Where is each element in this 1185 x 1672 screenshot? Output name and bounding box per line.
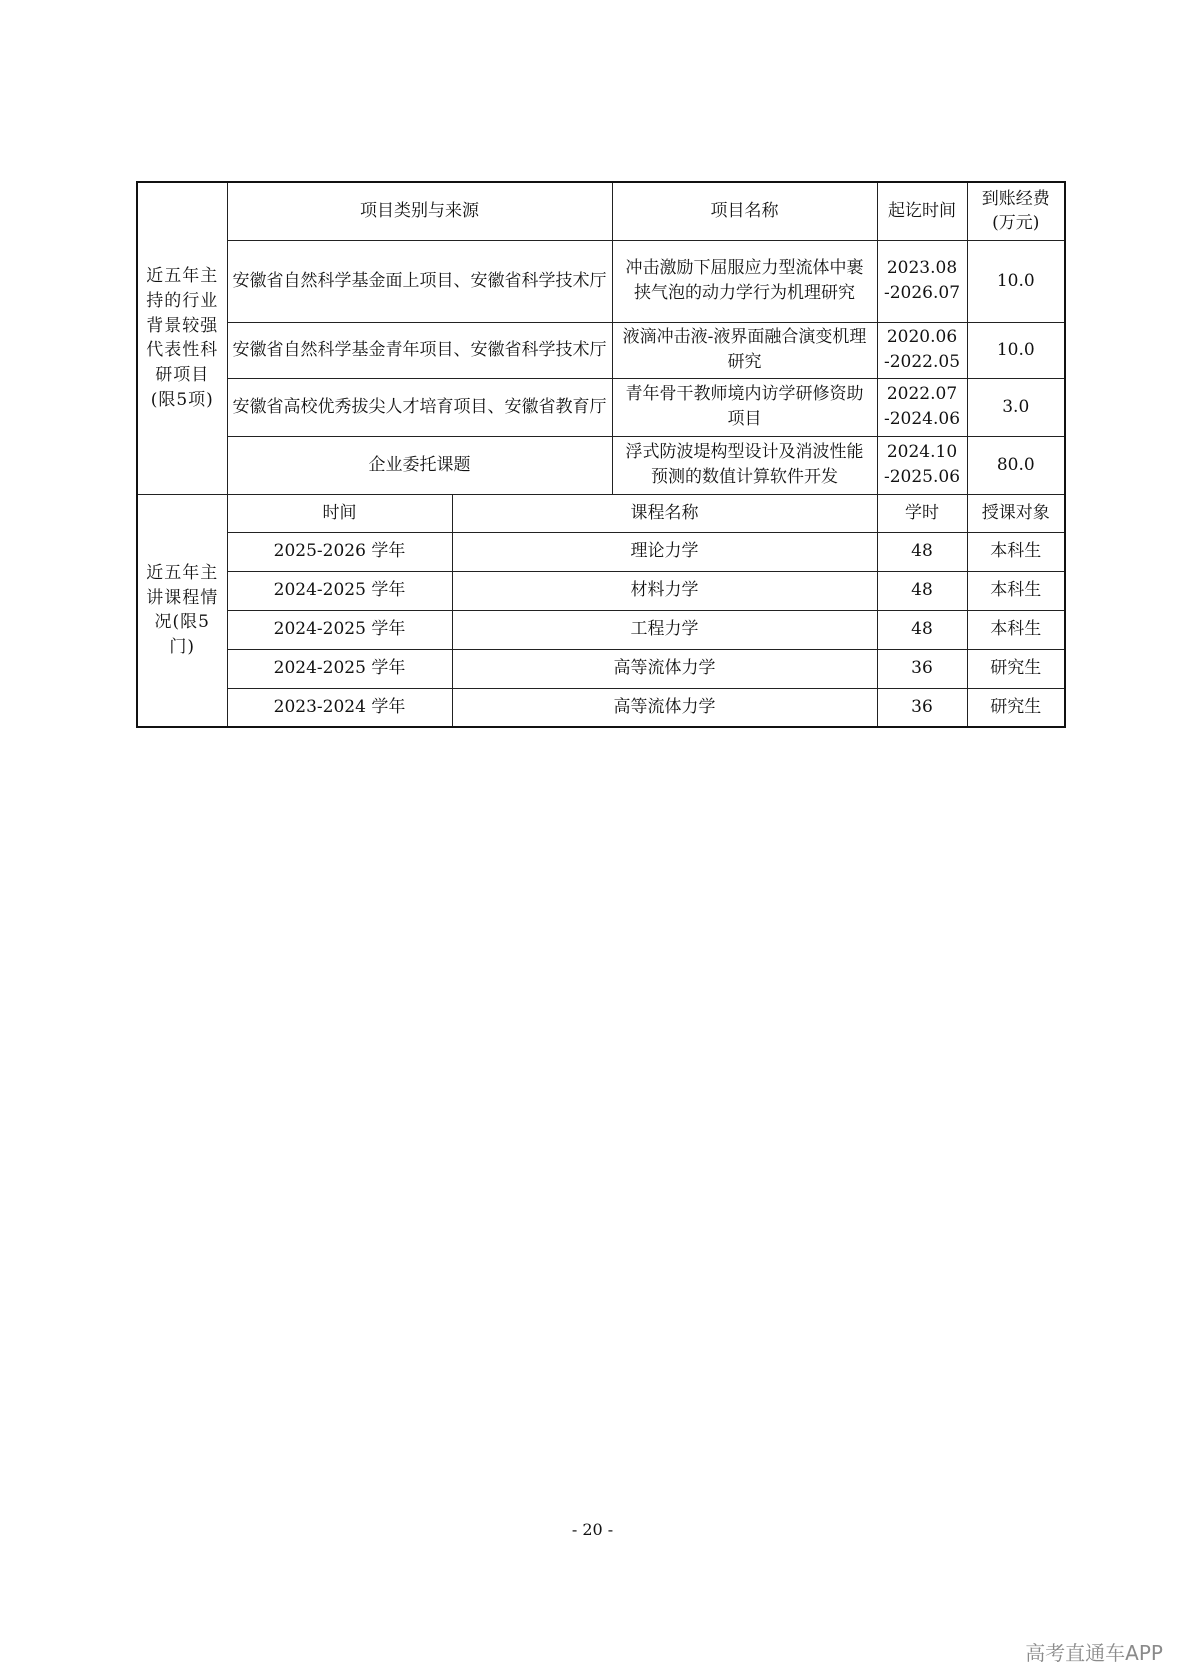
project-funding: 10.0 bbox=[967, 322, 1065, 378]
project-category-source: 安徽省自然科学基金青年项目、安徽省科学技术厅 bbox=[227, 322, 612, 378]
courses-header-row bbox=[137, 494, 1065, 532]
header-audience: 授课对象 bbox=[967, 494, 1065, 532]
project-name: 冲击激励下屈服应力型流体中裹挟气泡的动力学行为机理研究 bbox=[612, 240, 877, 322]
course-audience: 本科生 bbox=[967, 571, 1065, 610]
watermark-text: 高考直通车APP bbox=[1025, 1641, 1163, 1665]
header-funding: 到账经费(万元) bbox=[967, 182, 1065, 240]
header-category-source: 项目类别与来源 bbox=[227, 182, 612, 240]
courses-section-label: 近五年主讲课程情况(限5门) bbox=[137, 494, 227, 727]
projects-section-label: 近五年主持的行业背景较强代表性科研项目(限5项) bbox=[137, 182, 227, 494]
course-name: 材料力学 bbox=[452, 571, 877, 610]
header-hours: 学时 bbox=[877, 494, 967, 532]
project-name: 浮式防波堤构型设计及消波性能预测的数值计算软件开发 bbox=[612, 436, 877, 494]
course-name: 理论力学 bbox=[452, 532, 877, 571]
project-name: 青年骨干教师境内访学研修资助项目 bbox=[612, 378, 877, 436]
project-category-source: 安徽省高校优秀拔尖人才培育项目、安徽省教育厅 bbox=[227, 378, 612, 436]
course-audience: 本科生 bbox=[967, 532, 1065, 571]
project-category-source: 企业委托课题 bbox=[227, 436, 612, 494]
projects-header-row bbox=[137, 182, 1065, 240]
table-row bbox=[137, 688, 1065, 727]
course-name: 高等流体力学 bbox=[452, 688, 877, 727]
project-funding: 3.0 bbox=[967, 378, 1065, 436]
course-hours: 36 bbox=[877, 649, 967, 688]
course-hours: 48 bbox=[877, 571, 967, 610]
header-project-name: 项目名称 bbox=[612, 182, 877, 240]
course-time: 2024-2025 学年 bbox=[227, 571, 452, 610]
course-hours: 48 bbox=[877, 532, 967, 571]
page-number: - 20 - bbox=[571, 1520, 614, 1539]
project-funding: 80.0 bbox=[967, 436, 1065, 494]
course-audience: 本科生 bbox=[967, 610, 1065, 649]
project-name: 液滴冲击液-液界面融合演变机理研究 bbox=[612, 322, 877, 378]
course-hours: 36 bbox=[877, 688, 967, 727]
course-time: 2025-2026 学年 bbox=[227, 532, 452, 571]
course-name: 工程力学 bbox=[452, 610, 877, 649]
table-row bbox=[137, 649, 1065, 688]
table-row bbox=[137, 436, 1065, 494]
project-category-source: 安徽省自然科学基金面上项目、安徽省科学技术厅 bbox=[227, 240, 612, 322]
course-audience: 研究生 bbox=[967, 688, 1065, 727]
header-period: 起讫时间 bbox=[877, 182, 967, 240]
header-course-name: 课程名称 bbox=[452, 494, 877, 532]
project-period: 2024.10 -2025.06 bbox=[877, 436, 967, 494]
project-funding: 10.0 bbox=[967, 240, 1065, 322]
table-row bbox=[137, 571, 1065, 610]
course-hours: 48 bbox=[877, 610, 967, 649]
course-audience: 研究生 bbox=[967, 649, 1065, 688]
course-name: 高等流体力学 bbox=[452, 649, 877, 688]
header-time: 时间 bbox=[227, 494, 452, 532]
project-period: 2020.06 -2022.05 bbox=[877, 322, 967, 378]
table-row bbox=[137, 532, 1065, 571]
course-time: 2024-2025 学年 bbox=[227, 610, 452, 649]
course-time: 2024-2025 学年 bbox=[227, 649, 452, 688]
course-time: 2023-2024 学年 bbox=[227, 688, 452, 727]
table-row bbox=[137, 322, 1065, 378]
table-row bbox=[137, 240, 1065, 322]
project-period: 2022.07 -2024.06 bbox=[877, 378, 967, 436]
project-period: 2023.08 -2026.07 bbox=[877, 240, 967, 322]
table-row bbox=[137, 378, 1065, 436]
table-row bbox=[137, 610, 1065, 649]
info-table bbox=[136, 181, 1066, 728]
